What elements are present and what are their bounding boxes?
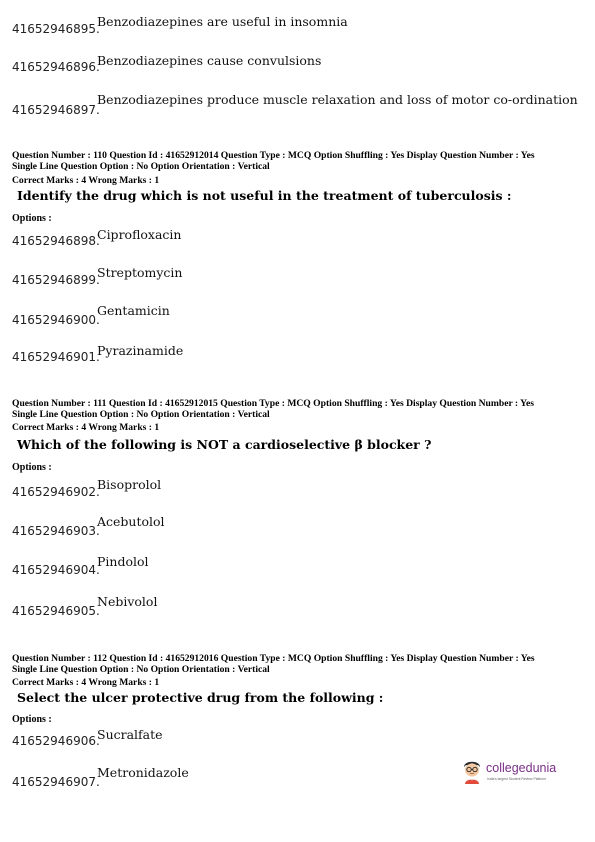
- question-meta: Single Line Question Option : No Option Orientation : Vertical: [12, 409, 270, 420]
- option-id: 41652946900.: [12, 313, 100, 327]
- option-text: Pyrazinamide: [97, 343, 184, 358]
- option-text: Metronidazole: [97, 765, 189, 780]
- option-id: 41652946901.: [12, 350, 100, 364]
- logo-tagline: India's largest Student Review Platform: [487, 777, 547, 781]
- student-mascot-icon: [460, 757, 484, 785]
- logo-wordmark: collegedunia: [486, 761, 557, 775]
- question-meta: Question Number : 112 Question Id : 41652912016 Question Type : MCQ Option Shuffling : Yes Display Question Number : Yes: [12, 653, 535, 664]
- option-id: 41652946897.: [12, 103, 100, 117]
- option-id: 41652946902.: [12, 485, 100, 499]
- question-meta: Question Number : 111 Question Id : 41652912015 Question Type : MCQ Option Shuffling : Yes Display Question Number : Yes: [12, 398, 535, 409]
- option-text: Nebivolol: [97, 594, 158, 609]
- question-marks: Correct Marks : 4 Wrong Marks : 1: [12, 422, 160, 433]
- option-text: Benzodiazepines cause convulsions: [97, 53, 322, 68]
- option-id: 41652946899.: [12, 273, 100, 287]
- options-label: Options :: [12, 462, 52, 473]
- options-label: Options :: [12, 714, 52, 725]
- question-marks: Correct Marks : 4 Wrong Marks : 1: [12, 175, 160, 186]
- option-id: 41652946896.: [12, 60, 100, 74]
- option-id: 41652946895.: [12, 22, 100, 36]
- option-text: Bisoprolol: [97, 477, 162, 492]
- option-id: 41652946907.: [12, 775, 100, 789]
- option-text: Benzodiazepines produce muscle relaxation and loss of motor co-ordination: [97, 92, 578, 107]
- question-meta: Single Line Question Option : No Option Orientation : Vertical: [12, 664, 270, 675]
- option-text: Acebutolol: [97, 514, 165, 529]
- question-meta: Question Number : 110 Question Id : 41652912014 Question Type : MCQ Option Shuffling : Yes Display Question Number : Yes: [12, 150, 535, 161]
- question-text: Identify the drug which is not useful in the treatment of tuberculosis :: [17, 188, 512, 203]
- option-text: Pindolol: [97, 554, 149, 569]
- option-text: Sucralfate: [97, 727, 163, 742]
- option-id: 41652946904.: [12, 563, 100, 577]
- question-text: Select the ulcer protective drug from the following :: [17, 690, 384, 705]
- question-marks: Correct Marks : 4 Wrong Marks : 1: [12, 677, 160, 688]
- question-text: Which of the following is NOT a cardioselective β blocker ?: [17, 437, 432, 452]
- option-text: Streptomycin: [97, 265, 183, 280]
- option-text: Ciprofloxacin: [97, 227, 182, 242]
- option-text: Gentamicin: [97, 303, 170, 318]
- option-id: 41652946898.: [12, 234, 100, 248]
- option-id: 41652946905.: [12, 604, 100, 618]
- option-id: 41652946903.: [12, 524, 100, 538]
- options-label: Options :: [12, 213, 52, 224]
- question-meta: Single Line Question Option : No Option Orientation : Vertical: [12, 161, 270, 172]
- collegedunia-logo: [460, 757, 560, 785]
- option-text: Benzodiazepines are useful in insomnia: [97, 14, 348, 29]
- option-id: 41652946906.: [12, 734, 100, 748]
